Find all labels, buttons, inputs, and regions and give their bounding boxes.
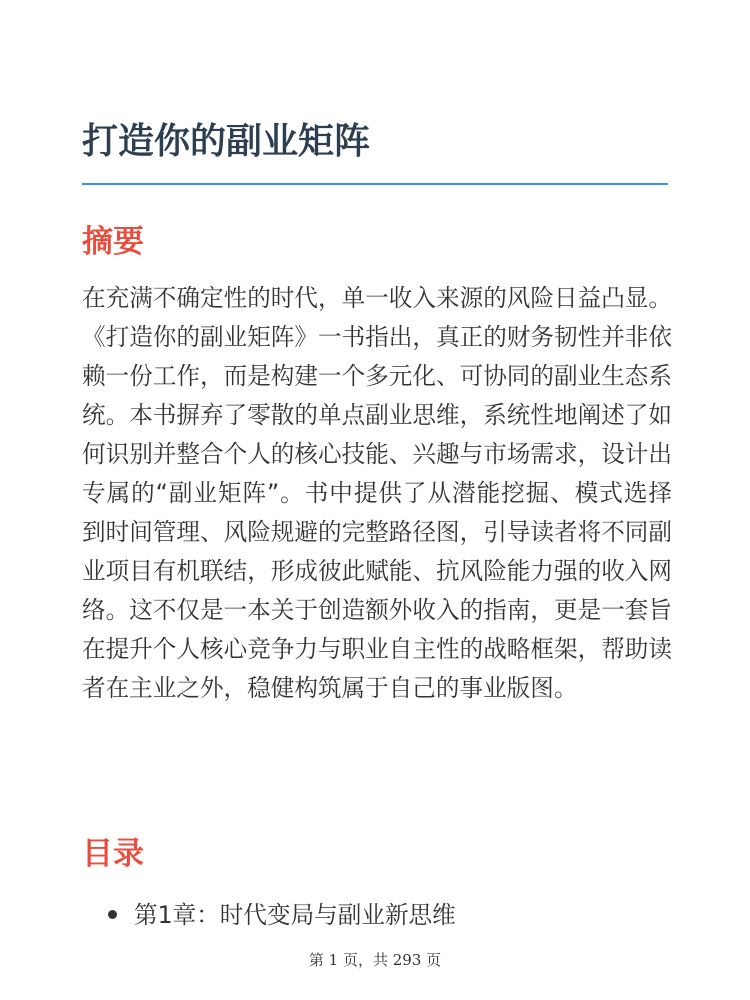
title-divider [82, 183, 668, 185]
toc-list [108, 897, 668, 933]
bullet-icon [108, 910, 117, 919]
toc-heading: 目录 [82, 836, 144, 872]
toc-item-label: 第1章：时代变局与副业新思维 [134, 901, 456, 929]
page-number: 第 1 页，共 293 页 [308, 951, 442, 969]
toc-item [108, 897, 668, 933]
document-title: 打造你的副业矩阵 [82, 121, 371, 162]
summary-heading: 摘要 [82, 224, 144, 260]
summary-paragraph: 在充满不确定性的时代，单一收入来源的风险日益凸显。《打造你的副业矩阵》一书指出，真正的财务韧性并非依赖一份工作，而是构建一个多元化、可协同的副业生态系统。本书摒弃了零散的单点副业思维，系统性地阐述了如何识别并整合个人的核心技能、兴趣与市场需求，设计出专属的“副业矩阵”。书中提供了从潜能挖掘、模式选择到时间管理、风险规避的完整路径图，引导读者将不同副业项目有机联结，形成彼此赋能、抗风险能力强的收入网络。这不仅是一本关于创造额外收入的指南，更是一套旨在提升个人核心竞争力与职业自主性的战略框架，帮助读者在主业之外，稳健构筑属于自己的事业版图。 [82, 284, 672, 702]
